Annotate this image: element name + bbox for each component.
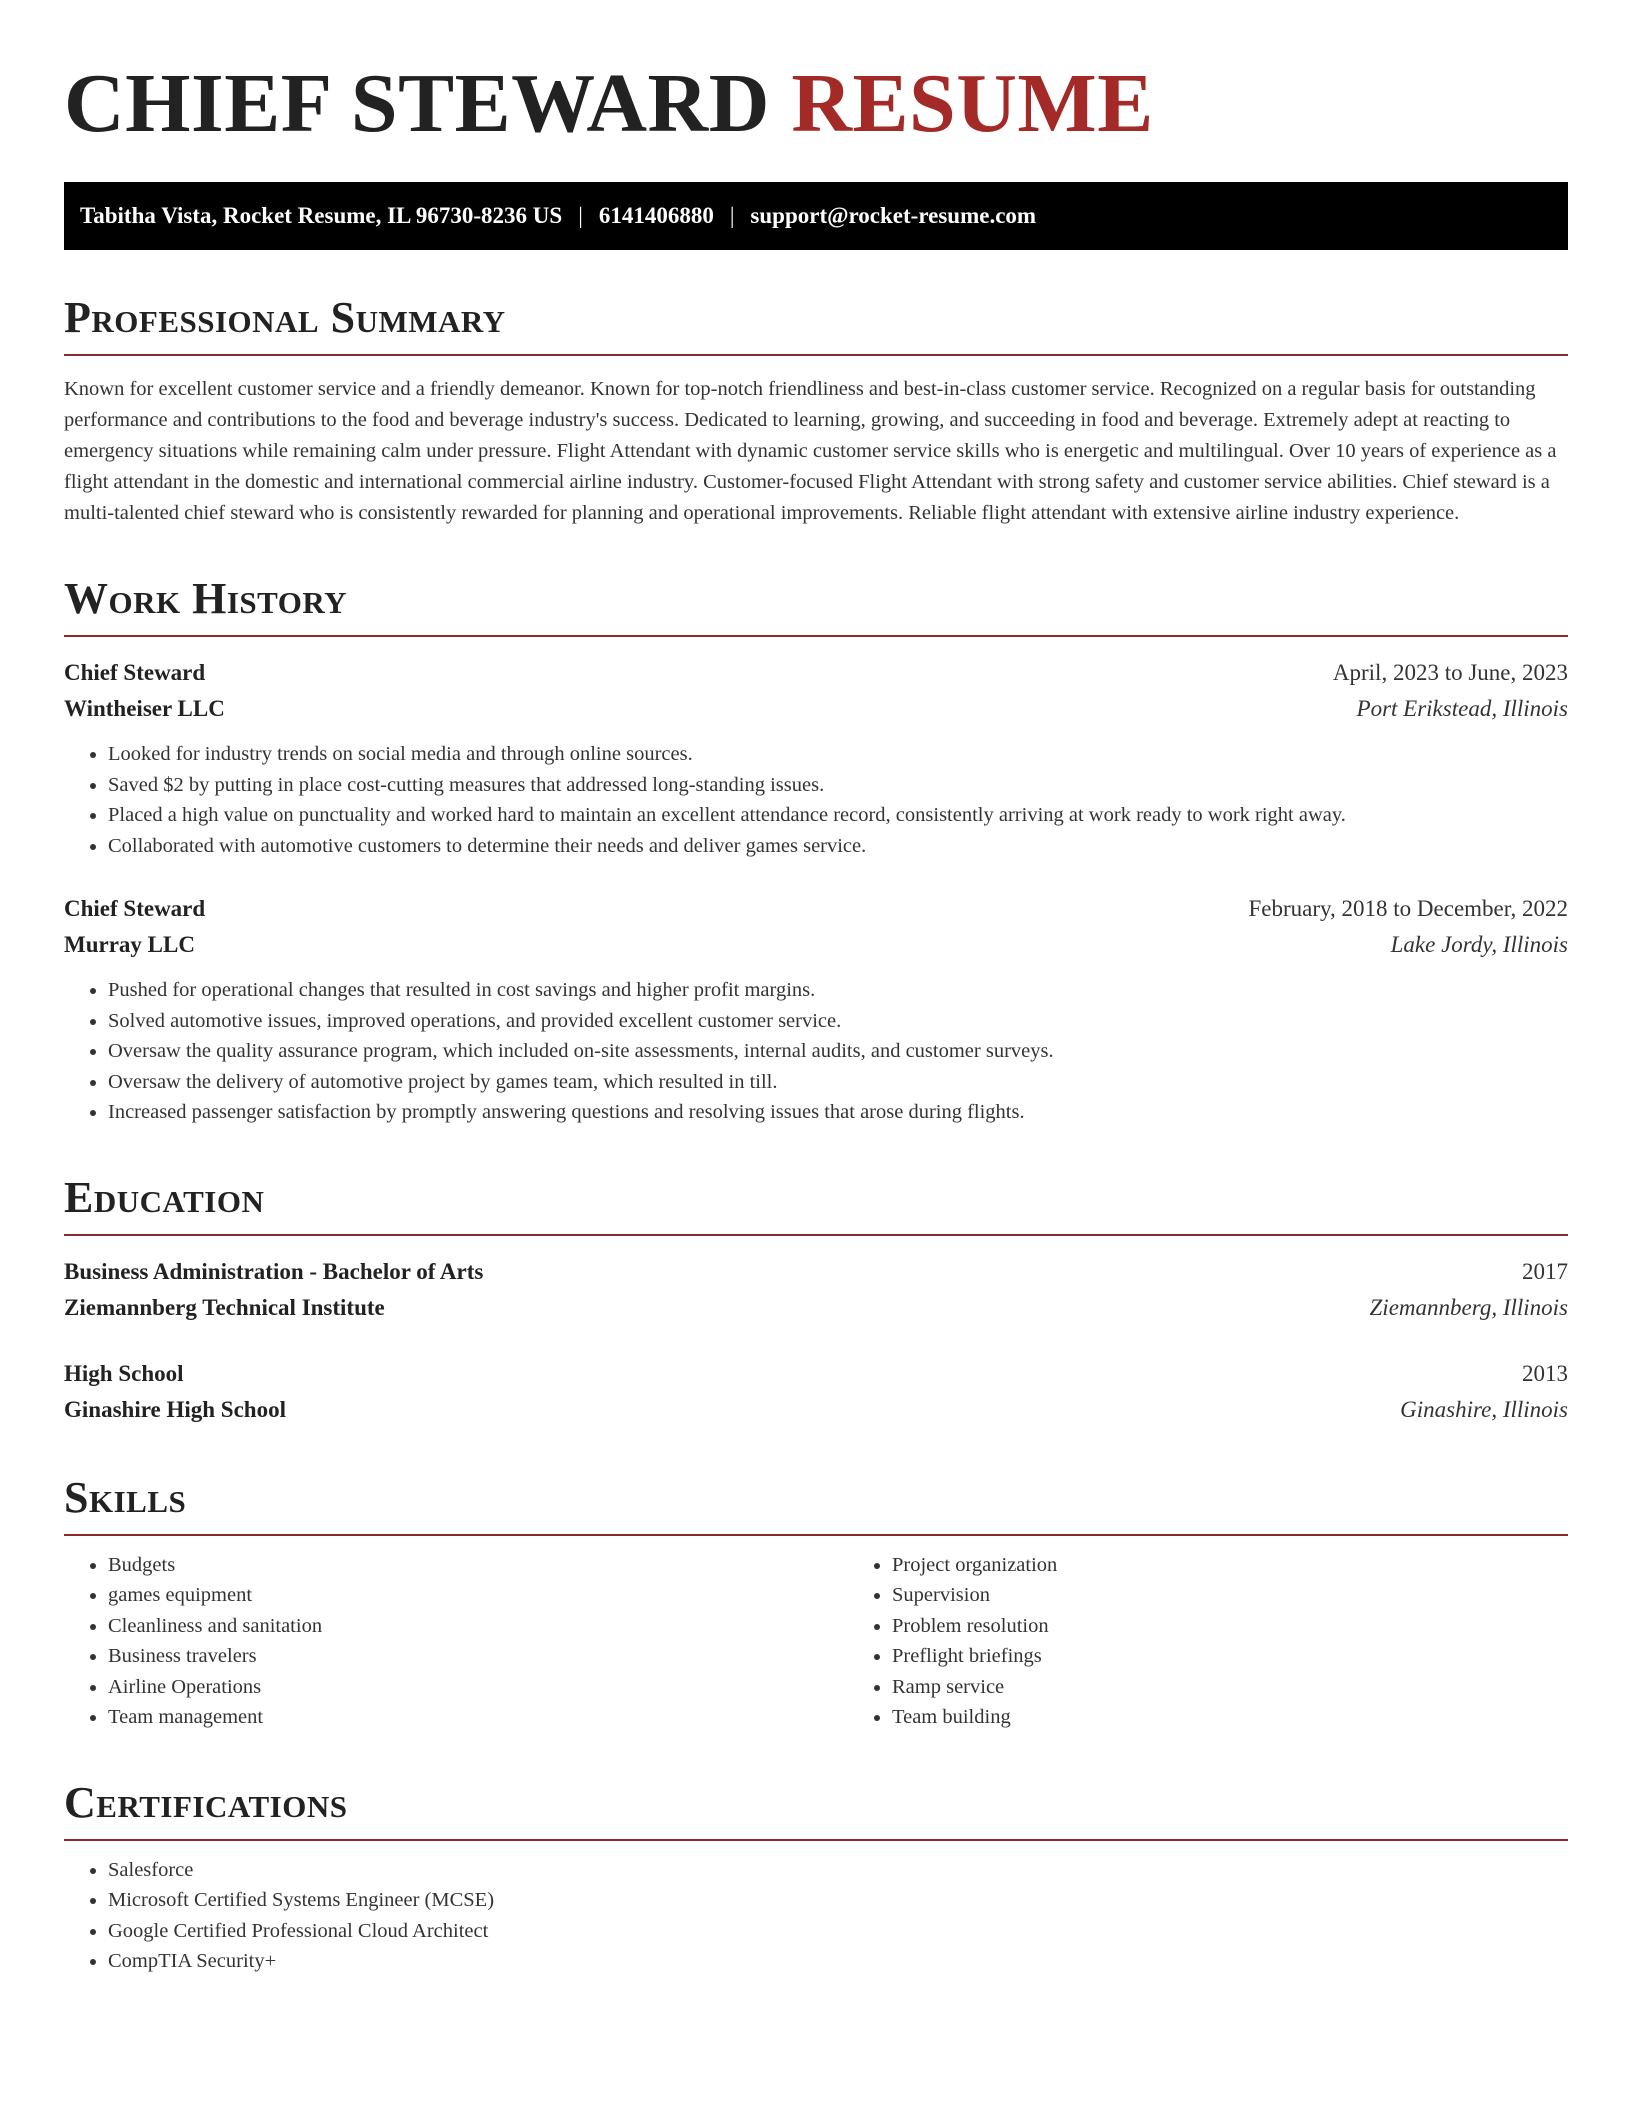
education-year: 2017: [1522, 1258, 1568, 1284]
job-bullet: • Collaborated with automotive customers to determine their needs and deliver games service.: [108, 831, 1568, 862]
education-year: 2013: [1522, 1360, 1568, 1386]
contact-address: Tabitha Vista, Rocket Resume, IL 96730-8236 US: [80, 203, 563, 228]
job-bullet: • Looked for industry trends on social media and through online sources.: [108, 739, 1568, 770]
contact-phone[interactable]: 6141406880: [598, 203, 714, 228]
job-bullets: [64, 975, 1568, 1128]
certification-item: • Google Certified Professional Cloud Architect: [108, 1916, 1568, 1947]
job-bullet: • Solved automotive issues, improved operations, and provided excellent customer service.: [108, 1006, 1568, 1037]
skills-list-right: [848, 1550, 1568, 1733]
skill-item: • Cleanliness and sanitation: [108, 1611, 848, 1642]
skill-item: • Airline Operations: [108, 1672, 848, 1703]
education-entry: [64, 1254, 1568, 1326]
job-dates: April, 2023 to June, 2023: [1332, 660, 1568, 685]
skill-item: • Budgets: [108, 1550, 848, 1581]
job-title: Chief Steward: [64, 660, 206, 685]
education-location: Ziemannberg, Illinois: [1369, 1294, 1568, 1320]
job-bullet: • Placed a high value on punctuality and worked hard to maintain an excellent attendance record, consistently arriving at work ready to work right away.: [108, 800, 1568, 831]
skill-item: • Supervision: [892, 1580, 1568, 1611]
skill-item: • Business travelers: [108, 1641, 848, 1672]
certifications-list: [64, 1855, 1568, 1977]
job-entry: [64, 655, 1568, 861]
job-company: Murray LLC: [64, 932, 195, 957]
job-company-row: [64, 927, 1568, 963]
skill-item: • Team building: [892, 1702, 1568, 1733]
education-heading: Education: [64, 1172, 1568, 1236]
education-degree: High School: [64, 1360, 184, 1386]
education-school: Ziemannberg Technical Institute: [64, 1294, 385, 1320]
skill-item: • Problem resolution: [892, 1611, 1568, 1642]
title-accent: RESUME: [791, 57, 1154, 150]
job-location: Lake Jordy, Illinois: [1390, 932, 1568, 957]
skills-list-left: [64, 1550, 848, 1733]
job-header-row: [64, 891, 1568, 927]
skills-grid: [64, 1550, 1568, 1733]
education-degree-row: [64, 1356, 1568, 1392]
work-history-heading: Work History: [64, 573, 1568, 637]
title-main: CHIEF STEWARD: [64, 57, 770, 150]
contact-bar: [64, 182, 1568, 250]
education-entry: [64, 1356, 1568, 1428]
certification-item: • Microsoft Certified Systems Engineer (MCSE): [108, 1885, 1568, 1916]
job-company-row: [64, 691, 1568, 727]
job-bullet: • Pushed for operational changes that resulted in cost savings and higher profit margins.: [108, 975, 1568, 1006]
education-school-row: [64, 1290, 1568, 1326]
job-bullet: • Oversaw the delivery of automotive project by games team, which resulted in till.: [108, 1067, 1568, 1098]
skill-item: • Ramp service: [892, 1672, 1568, 1703]
job-bullet: • Oversaw the quality assurance program, which included on-site assessments, internal audits, and customer surveys.: [108, 1036, 1568, 1067]
skills-heading: Skills: [64, 1472, 1568, 1536]
resume-title: [64, 58, 1568, 150]
education-degree: Business Administration - Bachelor of Arts: [64, 1258, 484, 1284]
contact-email[interactable]: support@rocket-resume.com: [750, 203, 1037, 228]
certification-item: • CompTIA Security+: [108, 1946, 1568, 1977]
certification-item: • Salesforce: [108, 1855, 1568, 1886]
job-entry: [64, 891, 1568, 1128]
skill-item: • Project organization: [892, 1550, 1568, 1581]
summary-text: Known for excellent customer service and a friendly demeanor. Known for top-notch friendliness and best-in-class customer service. Recognized on a regular basis for outstanding performance and contributions to the food and beverage industry's success. Dedicated to learning, growing, and succeeding in food and beverage. Extremely adept at reacting to emergency situations while remaining calm under pressure. Flight Attendant with dynamic customer service skills who is energetic and multilingual. Over 10 years of experience as a flight attendant in the domestic and international commercial airline industry. Customer-focused Flight Attendant with strong safety and customer service abilities. Chief steward is a multi-talented chief steward who is consistently rewarded for planning and operational improvements. Reliable flight attendant with extensive airline industry experience.: [64, 378, 1557, 524]
summary-heading: Professional Summary: [64, 292, 1568, 356]
job-title: Chief Steward: [64, 896, 206, 921]
contact-separator: |: [578, 203, 583, 228]
certifications-heading: Certifications: [64, 1777, 1568, 1841]
job-company: Wintheiser LLC: [64, 696, 225, 721]
skill-item: • games equipment: [108, 1580, 848, 1611]
education-school-row: [64, 1392, 1568, 1428]
education-degree-row: [64, 1254, 1568, 1290]
job-bullet: • Saved $2 by putting in place cost-cutting measures that addressed long-standing issues.: [108, 770, 1568, 801]
contact-separator: |: [729, 203, 735, 228]
skill-item: • Preflight briefings: [892, 1641, 1568, 1672]
education-location: Ginashire, Illinois: [1400, 1396, 1568, 1422]
job-bullets: [64, 739, 1568, 861]
job-header-row: [64, 655, 1568, 691]
job-dates: February, 2018 to December, 2022: [1248, 896, 1568, 921]
skill-item: • Team management: [108, 1702, 848, 1733]
job-location: Port Erikstead, Illinois: [1356, 696, 1568, 721]
job-bullet: • Increased passenger satisfaction by promptly answering questions and resolving issues that arose during flights.: [108, 1097, 1568, 1128]
education-school: Ginashire High School: [64, 1396, 286, 1422]
